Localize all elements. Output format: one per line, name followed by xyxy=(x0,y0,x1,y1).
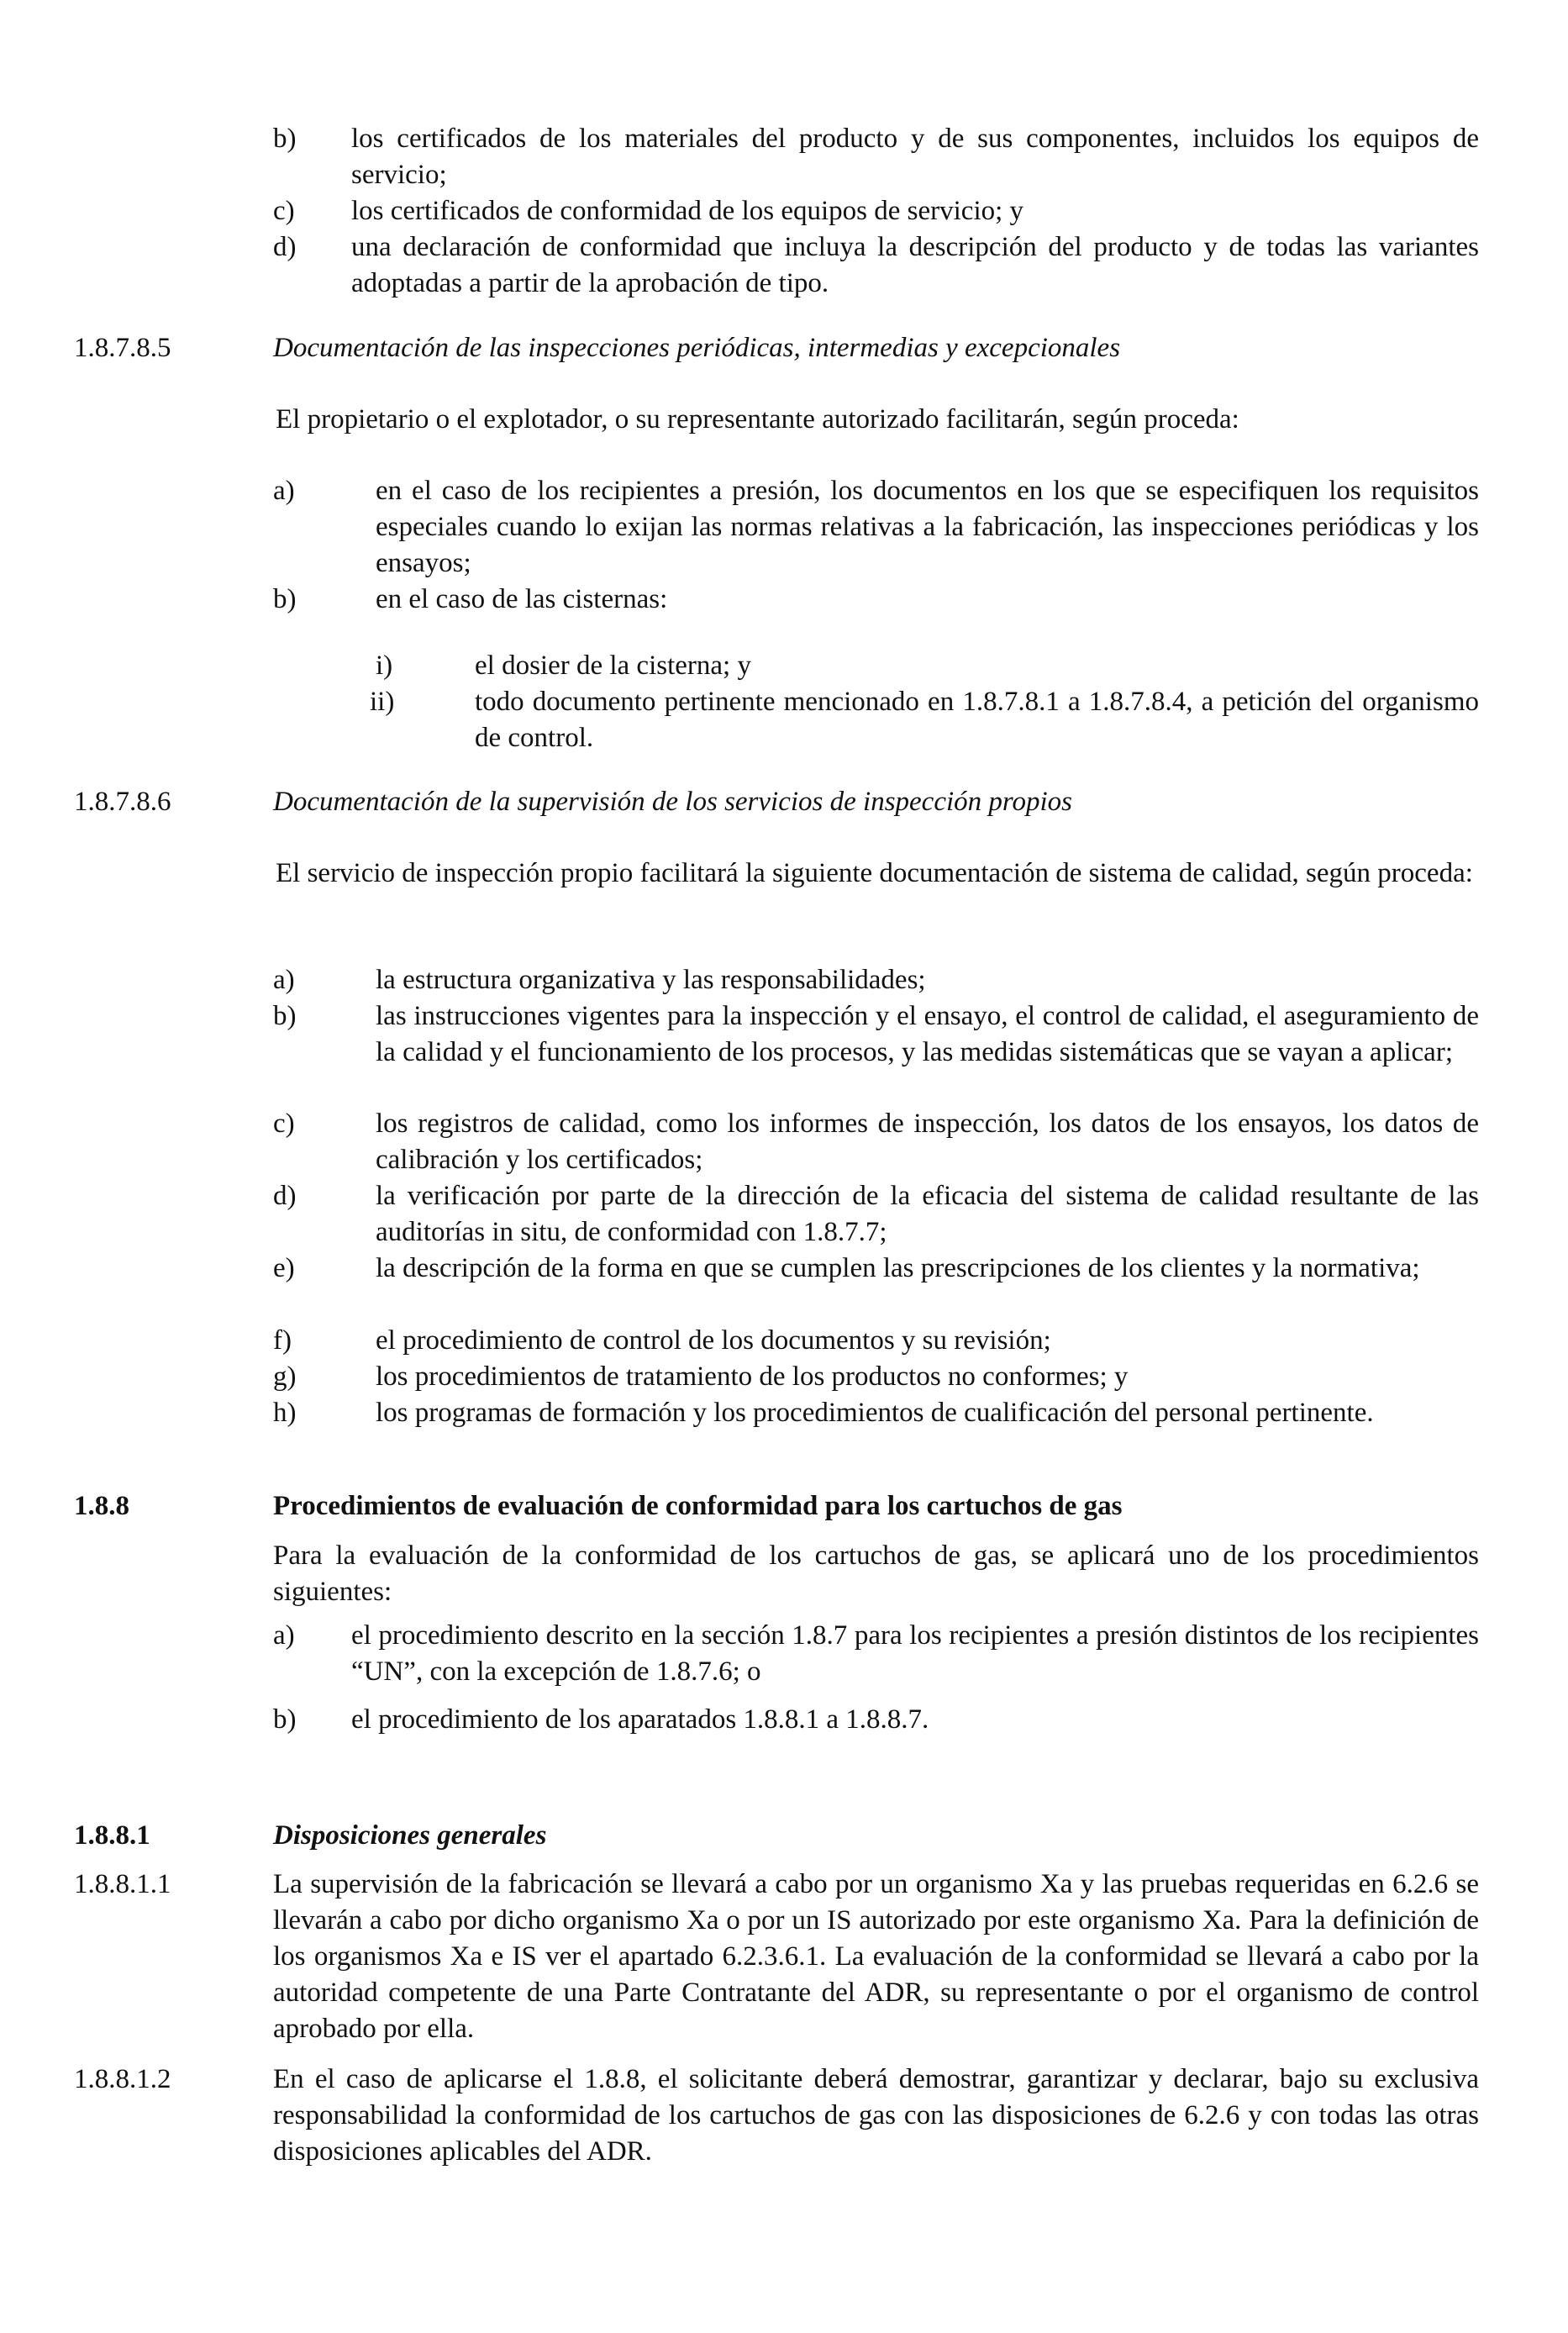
paragraph-number: 1.8.8.1.2 xyxy=(74,2064,171,2094)
section-number: 1.8.7.8.6 xyxy=(74,787,171,817)
section-title: Documentación de la supervisión de los servicios de inspección propios xyxy=(273,787,1073,817)
section-intro: El servicio de inspección propio facilitará la siguiente documentación de sistema de calidad, según proceda: xyxy=(276,858,1473,888)
sublist-item-label: i) xyxy=(376,650,393,681)
list-item-label: b) xyxy=(273,1704,297,1735)
list-item-label: g) xyxy=(273,1361,297,1392)
list-item-label: c) xyxy=(273,196,295,226)
list-item-text: los procedimientos de tratamiento de los productos no conformes; y xyxy=(376,1361,1129,1392)
list-item-text: la verificación por parte de la dirección de la eficacia del sistema de calidad resultante de las auditorías in situ, de conformidad con 1.8.7.7; xyxy=(376,1181,1479,1247)
list-item-text: una declaración de conformidad que incluya la descripción del producto y de todas las variantes adoptadas a partir de la aprobación de tipo. xyxy=(351,232,1479,298)
section-number: 1.8.7.8.5 xyxy=(74,333,171,363)
list-item-label: f) xyxy=(273,1325,292,1356)
list-item-text: el procedimiento descrito en la sección 1.8.7 para los recipientes a presión distintos de los recipientes “UN”, con la excepción de 1.8.7.6; o xyxy=(351,1620,1479,1687)
section-number: 1.8.8.1 xyxy=(74,1820,150,1851)
list-item-label: h) xyxy=(273,1398,297,1428)
list-item-text: las instrucciones vigentes para la inspección y el ensayo, el control de calidad, el aseguramiento de la calidad y el funcionamiento de los procesos, y las medidas sistemáticas que se vayan a aplicar; xyxy=(376,1001,1479,1067)
list-item-text: en el caso de los recipientes a presión, los documentos en los que se especifiquen los requisitos especiales cuando lo exijan las normas relativas a la fabricación, las inspecciones periódicas y los ensayos; xyxy=(376,476,1479,578)
list-item-text: los registros de calidad, como los informes de inspección, los datos de los ensayos, los datos de calibración y los certificados; xyxy=(376,1109,1479,1175)
section-intro: El propietario o el explotador, o su representante autorizado facilitarán, según proceda: xyxy=(276,404,1239,434)
sublist-item-text: todo documento pertinente mencionado en 1.8.7.8.1 a 1.8.7.8.4, a petición del organismo de control. xyxy=(475,687,1479,753)
list-item-label: a) xyxy=(273,476,295,506)
list-item-label: b) xyxy=(273,584,297,614)
section-title: Disposiciones generales xyxy=(273,1820,547,1851)
list-item-label: b) xyxy=(273,124,297,154)
list-item-label: a) xyxy=(273,965,295,995)
list-item-label: d) xyxy=(273,1181,297,1211)
list-item-label: b) xyxy=(273,1001,297,1031)
section-title: Procedimientos de evaluación de conformidad para los cartuchos de gas xyxy=(273,1491,1123,1521)
list-item-label: d) xyxy=(273,232,297,262)
list-item-label: a) xyxy=(273,1620,295,1651)
list-item-text: en el caso de las cisternas: xyxy=(376,584,668,614)
section-intro: Para la evaluación de la conformidad de los cartuchos de gas, se aplicará uno de los procedimientos siguientes: xyxy=(273,1540,1479,1607)
paragraph-number: 1.8.8.1.1 xyxy=(74,1869,171,1899)
sublist-item-label: ii) xyxy=(370,687,395,717)
list-item-text: el procedimiento de control de los documentos y su revisión; xyxy=(376,1325,1051,1356)
paragraph-text: En el caso de aplicarse el 1.8.8, el solicitante deberá demostrar, garantizar y declarar, bajo su exclusiva responsabilidad la conformidad de los cartuchos de gas con las disposiciones de 6.2.6 y con todas las otras disposiciones aplicables del ADR. xyxy=(273,2064,1479,2167)
list-item-text: los certificados de los materiales del producto y de sus componentes, incluidos los equipos de servicio; xyxy=(351,124,1479,190)
list-item-text: la estructura organizativa y las responsabilidades; xyxy=(376,965,926,995)
list-item-label: c) xyxy=(273,1109,295,1139)
paragraph-text: La supervisión de la fabricación se llevará a cabo por un organismo Xa y las pruebas requeridas en 6.2.6 se llevarán a cabo por dicho organismo Xa o por un IS autorizado por este organismo Xa. Para la definición de los organismos Xa e IS ver el apartado 6.2.3.6.1. La evaluación de la conformidad se llevará a cabo por la autoridad competente de una Parte Contratante del ADR, su representante o por el organismo de control aprobado por ella. xyxy=(273,1869,1479,2044)
sublist-item-text: el dosier de la cisterna; y xyxy=(475,650,751,681)
list-item-text: la descripción de la forma en que se cumplen las prescripciones de los clientes y la normativa; xyxy=(376,1253,1420,1283)
list-item-text: los programas de formación y los procedimientos de cualificación del personal pertinente. xyxy=(376,1398,1374,1428)
section-number: 1.8.8 xyxy=(74,1491,129,1521)
section-title: Documentación de las inspecciones periódicas, intermedias y excepcionales xyxy=(273,333,1121,363)
list-item-label: e) xyxy=(273,1253,295,1283)
list-item-text: el procedimiento de los aparatados 1.8.8.1 a 1.8.8.7. xyxy=(351,1704,929,1735)
list-item-text: los certificados de conformidad de los equipos de servicio; y xyxy=(351,196,1024,226)
